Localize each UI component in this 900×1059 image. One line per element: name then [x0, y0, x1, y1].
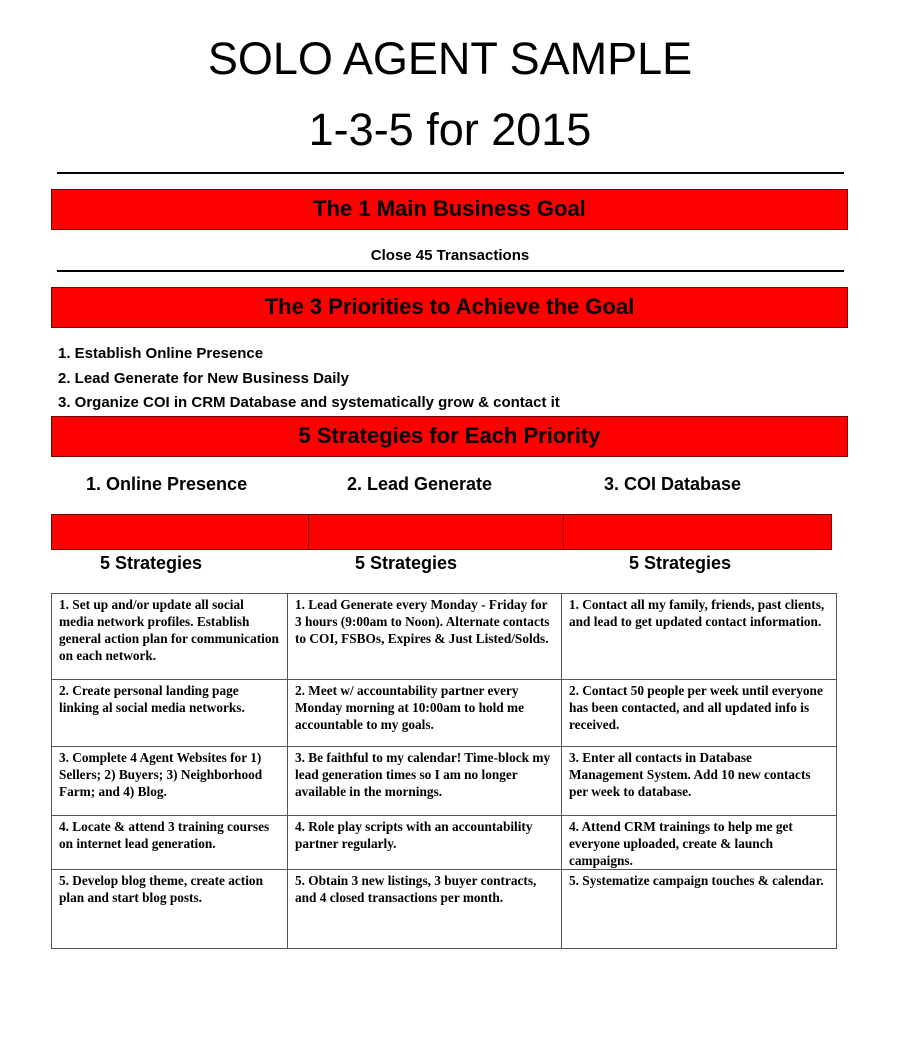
strategy-cell: 3. Be faithful to my calendar! Time-block my lead generation times so I am no longer available in the mornings.: [288, 747, 562, 816]
table-row: [52, 816, 837, 870]
page-subtitle: 1-3-5 for 2015: [308, 104, 592, 155]
strategy-cell: 2. Contact 50 people per week until everyone has been contacted, and all updated info is received.: [562, 680, 837, 747]
strategy-cell: 3. Complete 4 Agent Websites for 1) Sellers; 2) Buyers; 3) Neighborhood Farm; and 4) Blog.: [52, 747, 288, 816]
table-row: [52, 747, 837, 816]
red-bar-cell: [51, 514, 309, 550]
column-title-lead-generate: 2. Lead Generate: [347, 474, 493, 494]
strategy-cell: 4. Locate & attend 3 training courses on internet lead generation.: [52, 816, 288, 870]
red-bar-cell: [563, 514, 832, 550]
strategy-cell: 4. Attend CRM trainings to help me get everyone uploaded, create & launch campaigns.: [562, 816, 837, 870]
strategy-cell: 2. Create personal landing page linking al social media networks.: [52, 680, 288, 747]
divider: [57, 270, 844, 272]
strategies-heading-band: 5 Strategies for Each Priority: [51, 416, 848, 457]
column-title-coi-database: 3. COI Database: [604, 474, 742, 494]
strategy-cell: 4. Role play scripts with an accountability partner regularly.: [288, 816, 562, 870]
priority-item: 3. Organize COI in CRM Database and systematically grow & contact it: [58, 394, 560, 411]
goal-text: Close 45 Transactions: [370, 247, 530, 264]
priorities-heading-band: The 3 Priorities to Achieve the Goal: [51, 287, 848, 328]
priority-item: 1. Establish Online Presence: [58, 345, 264, 362]
strategy-cell: 2. Meet w/ accountability partner every Monday morning at 10:00am to hold me accountable to my goals.: [288, 680, 562, 747]
strategy-cell: 5. Systematize campaign touches & calendar.: [562, 870, 837, 949]
strategies-label: 5 Strategies: [354, 553, 458, 573]
strategy-cell: 1. Set up and/or update all social media network profiles. Establish general action plan for communication on each network.: [52, 594, 288, 680]
priority-item: 2. Lead Generate for New Business Daily: [58, 369, 349, 387]
priorities-list: [58, 343, 560, 417]
page-title: SOLO AGENT SAMPLE: [207, 33, 693, 84]
strategy-cell: 1. Lead Generate every Monday - Friday for 3 hours (9:00am to Noon). Alternate contacts to COI, FSBOs, Expires & Just Listed/Solds.: [288, 594, 562, 680]
strategy-cell: 1. Contact all my family, friends, past clients, and lead to get updated contact information.: [562, 594, 837, 680]
table-row: [52, 594, 837, 680]
strategy-cell: 3. Enter all contacts in Database Management System. Add 10 new contacts per week to database.: [562, 747, 837, 816]
column-title-online-presence: 1. Online Presence: [86, 474, 248, 494]
goal-heading-band: The 1 Main Business Goal: [51, 189, 848, 230]
strategy-cell: 5. Obtain 3 new listings, 3 buyer contracts, and 4 closed transactions per month.: [288, 870, 562, 949]
table-row: [52, 870, 837, 949]
red-bar-cell: [308, 514, 564, 550]
strategies-label: 5 Strategies: [99, 553, 203, 573]
strategies-table: [51, 593, 837, 949]
strategy-cell: 5. Develop blog theme, create action plan and start blog posts.: [52, 870, 288, 949]
table-row: [52, 680, 837, 747]
strategies-label: 5 Strategies: [628, 553, 732, 573]
divider: [57, 172, 844, 174]
